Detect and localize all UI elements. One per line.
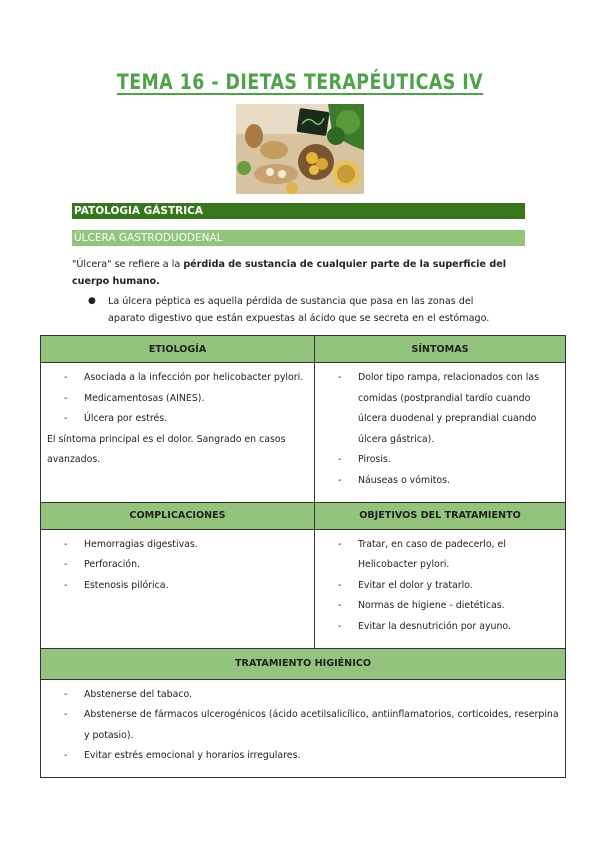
complicaciones-cell [41,529,315,648]
list-item: - Evitar el dolor y tratarlo. [321,576,559,597]
etiologia-header: ETIOLOGÍA [41,336,315,363]
page-title: TEMA 16 - DIETAS TERAPÉUTICAS IV [116,70,484,94]
list-item: - Úlcera por estrés. [47,409,308,430]
intro-bold-text: pérdida de sustancia de cualquier parte de la superficie del cuerpo humano. [72,259,507,287]
etiologia-cell [41,363,315,503]
list-item: - Asociada a la infección por helicobacter pylori. [47,368,308,389]
list-item: - Estenosis pilórica. [47,576,308,597]
list-item: - Abstenerse de fármacos ulcerogénicos (ácido acetilsalicílico, antiinflamatorios, corticoides, reserpina y potasio). [47,705,559,746]
objetivos-cell [315,529,566,648]
list-item: - Medicamentosas (AINES). [47,389,308,410]
intro-bullet [88,293,492,327]
list-item: - Evitar estrés emocional y horarios irregulares. [47,746,559,767]
etiologia-note: El síntoma principal es el dolor. Sangrado en casos avanzados. [47,433,286,466]
list-item: - Dolor tipo rampa, relacionados con las comidas (postprandial tardío cuando úlcera duodenal y preprandial cuando úlcera gástrica). [321,368,559,450]
section-heading: PATOLOGIA GÁSTRICA [72,203,525,219]
list-item: - Abstenerse del tabaco. [47,685,559,706]
subsection-heading: ÚLCERA GASTRODUODENAL [72,230,525,246]
bullet-text: La úlcera péptica es aquella pérdida de sustancia que pasa en las zonas del aparato digestivo que están expuestas al ácido que se secreta en el estómago. [108,296,490,324]
info-table [40,335,566,778]
objetivos-header: OBJETIVOS DEL TRATAMIENTO [315,502,566,529]
sintomas-header: SÍNTOMAS [315,336,566,363]
tratamiento-header: TRATAMIENTO HIGIÉNICO [41,648,566,679]
list-item: - Perforación. [47,555,308,576]
sintomas-cell [315,363,566,503]
tratamiento-cell [41,679,566,777]
intro-paragraph [72,256,522,290]
food-photo-illustration [236,104,364,194]
list-item: - Hemorragias digestivas. [47,535,308,556]
list-item: - Evitar la desnutrición por ayuno. [321,617,559,638]
list-item: - Normas de higiene - dietéticas. [321,596,559,617]
list-item: - Tratar, en caso de padecerlo, el Helicobacter pylori. [321,535,559,576]
complicaciones-header: COMPLICACIONES [41,502,315,529]
bullet-dot-icon: ● [88,296,96,306]
food-photo [236,104,364,194]
intro-text: "Úlcera" se refiere a la [72,259,184,270]
list-item: - Náuseas o vómitos. [321,471,559,492]
list-item: - Pirosis. [321,450,559,471]
